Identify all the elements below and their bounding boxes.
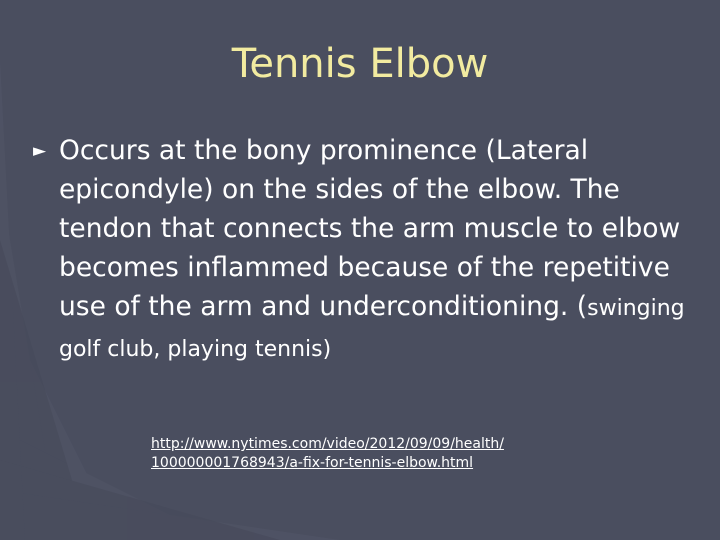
triangle-bullet-icon: ► [33, 141, 47, 161]
bullet-small-text: swinging golf club, playing tennis) [59, 296, 685, 362]
bullet-main-text: Occurs at the bony prominence (Lateral epicondyle) on the sides of the elbow. The tendon that connects the arm muscle to elbow becomes inflammed because of the repetitive use of the arm and underconditioning. ( [59, 135, 681, 322]
video-link[interactable]: http://www.nytimes.com/video/2012/09/09/health/100000001768943/a-fix-for-tennis-elbow.html [151, 436, 504, 471]
bullet-text [59, 131, 693, 369]
bullet-item [33, 131, 693, 369]
slide-title: Tennis Elbow [231, 41, 489, 87]
